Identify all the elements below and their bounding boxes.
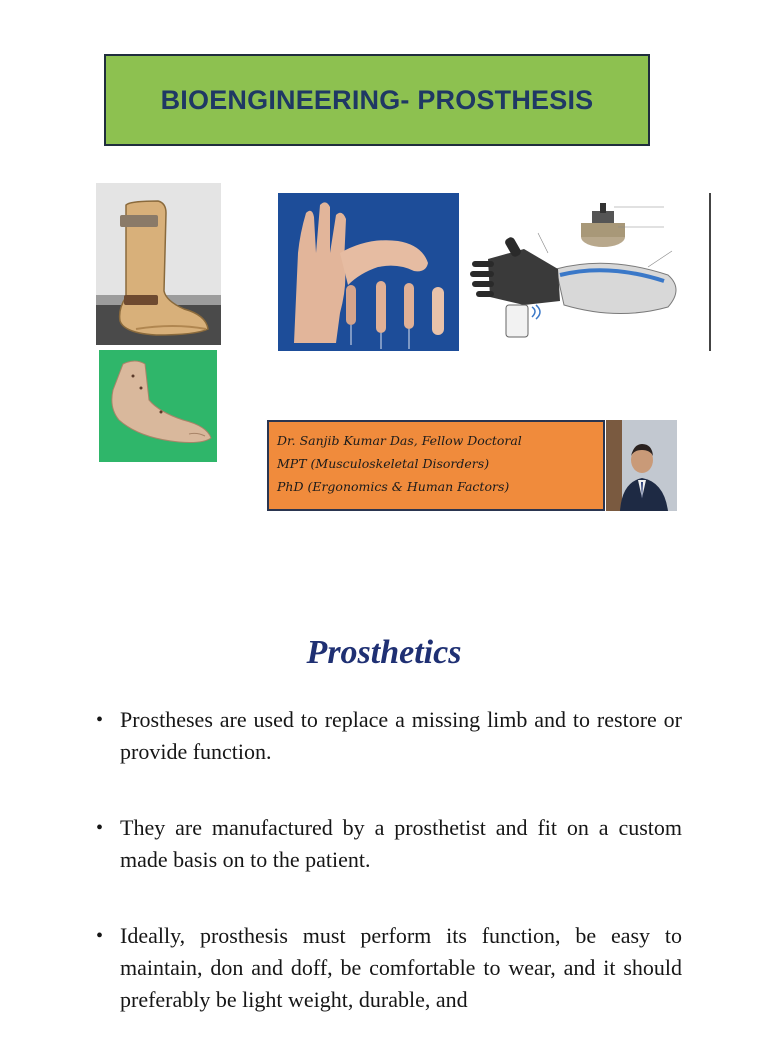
slide-title: BIOENGINEERING- PROSTHESIS bbox=[160, 84, 594, 115]
author-info-box bbox=[267, 420, 605, 511]
bullet-item bbox=[96, 920, 682, 1016]
slide-heading: Prosthetics bbox=[306, 634, 462, 671]
bullet-text: They are manufactured by a prosthetist and fit on a custom made basis on to the patient. bbox=[120, 815, 682, 872]
bullet-item bbox=[96, 704, 682, 768]
bullet-item bbox=[96, 812, 682, 876]
author-name-line: Dr. Sanjib Kumar Das, Fellow Doctoral bbox=[277, 433, 522, 448]
prosthetic-foot-photo bbox=[99, 350, 217, 462]
bullet-text: Prostheses are used to replace a missing limb and to restore or provide function. bbox=[120, 707, 682, 764]
author-portrait-photo bbox=[606, 420, 677, 511]
bullet-icon: • bbox=[96, 709, 104, 731]
bullet-icon: • bbox=[96, 817, 104, 839]
prosthetic-hands-image bbox=[278, 193, 459, 351]
prosthetic-hands-photo bbox=[278, 193, 459, 351]
ankle-foot-orthosis-image bbox=[96, 183, 221, 345]
bullet-list bbox=[96, 704, 682, 1060]
bullet-text: Ideally, prosthesis must perform its function, be easy to maintain, don and doff, be comfortable to wear, and it should preferably be light weight, durable, and bbox=[120, 923, 682, 1012]
myoelectric-prosthesis-image bbox=[468, 193, 712, 351]
author-degree-phd: PhD (Ergonomics & Human Factors) bbox=[277, 479, 510, 494]
author-degree-mpt: MPT (Musculoskeletal Disorders) bbox=[277, 456, 490, 471]
author-portrait-image bbox=[606, 420, 677, 511]
prosthetic-foot-image bbox=[99, 350, 217, 462]
myoelectric-prosthesis-diagram bbox=[468, 193, 712, 351]
bullet-icon: • bbox=[96, 925, 104, 947]
slide-2 bbox=[0, 560, 768, 1024]
title-banner bbox=[104, 54, 650, 146]
ankle-foot-orthosis-photo bbox=[96, 183, 221, 345]
